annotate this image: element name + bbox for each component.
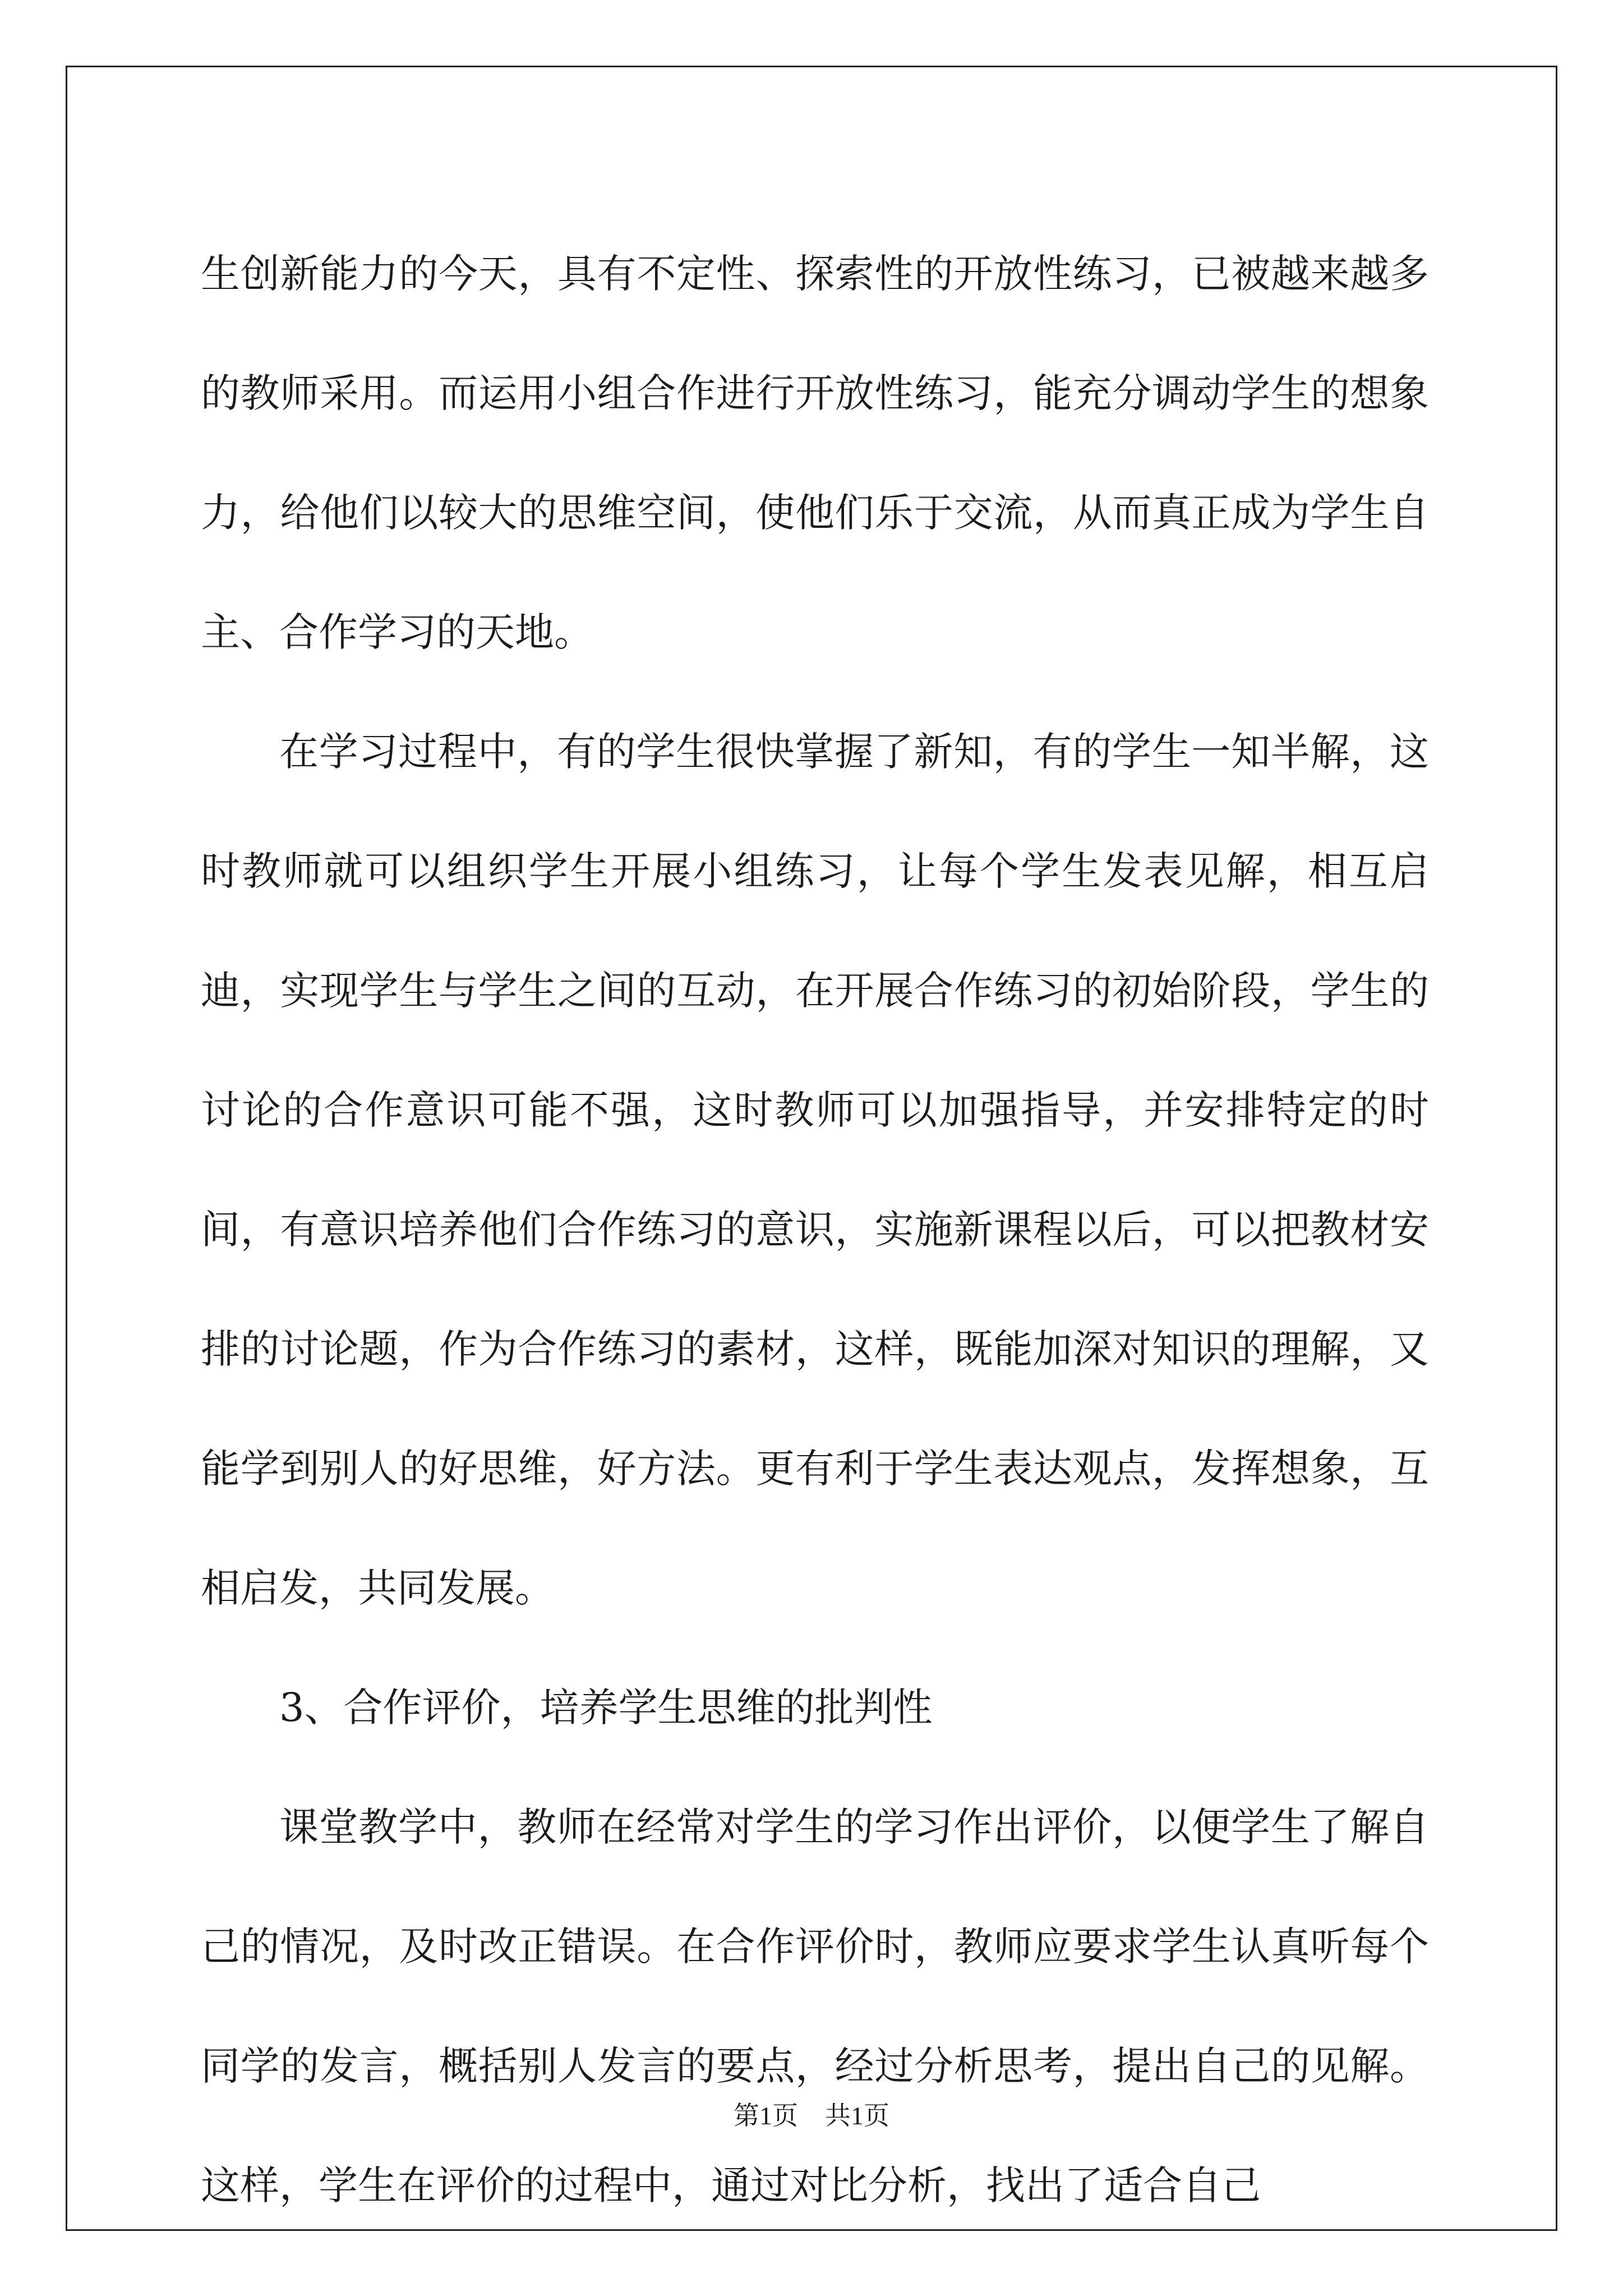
page-footer <box>0 2095 1623 2132</box>
paragraph-2: 在学习过程中，有的学生很快掌握了新知，有的学生一知半解，这时教师就可以组织学生开展小组练习，让每个学生发表见解，相互启迪，实现学生与学生之间的互动，在开展合作练习的初始阶段，学生的讨论的合作意识可能不强，这时教师可以加强指导，并安排特定的时间，有意识培养他们合作练习的意识，实施新课程以后，可以把教材安排的讨论题，作为合作练习的素材，这样，既能加深对知识的理解，又能学到别人的好思维，好方法。更有利于学生表达观点，发挥想象，互相启发，共同发展。 <box>201 729 1429 1611</box>
section-heading: 3、合作评价，培养学生思维的批判性 <box>279 1685 933 1731</box>
page-number: 第1页 <box>734 2101 798 2130</box>
paragraph-3: 课堂教学中，教师在经常对学生的学习作出评价，以便学生了解自己的情况，及时改正错误。在合作评价时，教师应要求学生认真听每个同学的发言，概括别人发言的要点，经过分析思考，提出自己的见解。这样，学生在评价的过程中，通过对比分析，找出了适合自己 <box>201 1804 1429 2208</box>
page-total: 共1页 <box>825 2101 889 2130</box>
paragraph-1: 生创新能力的今天，具有不定性、探索性的开放性练习，已被越来越多的教师采用。而运用小组合作进行开放性练习，能充分调动学生的想象力，给他们以较大的思维空间，使他们乐于交流，从而真正成为学生自主、合作学习的天地。 <box>201 251 1429 655</box>
body-text <box>201 214 1429 2246</box>
